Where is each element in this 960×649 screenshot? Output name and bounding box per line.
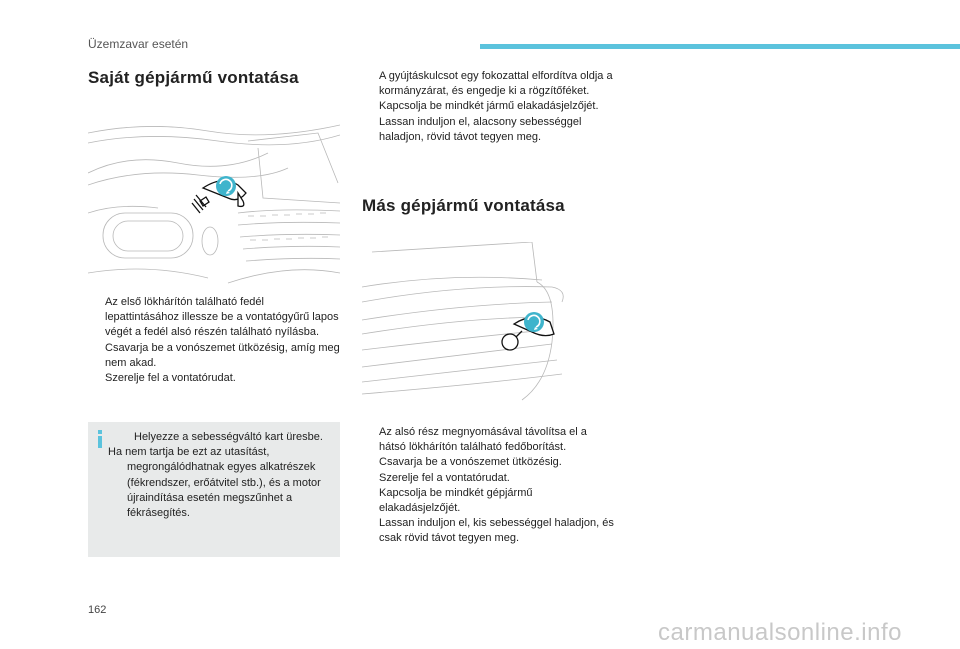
rear-bumper-illustration: [362, 242, 614, 402]
list-item: Kapcsolja be mindkét jármű elakadásjelzőjét.: [379, 100, 599, 113]
list-item: A gyújtáskulcsot egy fokozattal elfordítva oldja a kormányzárat, és engedje ki a rögzítőféket.: [379, 70, 613, 98]
section-header: Üzemzavar esetén: [88, 37, 189, 51]
section-title-other-vehicle: Más gépjármű vontatása: [362, 196, 565, 215]
list-item: Az alsó rész megnyomásával távolítsa el a hátsó lökhárítón található fedőborítást.: [379, 426, 587, 454]
info-icon: [95, 430, 107, 448]
page-title-own-vehicle: Saját gépjármű vontatása: [88, 68, 299, 87]
page-number: 162: [88, 604, 107, 616]
header-accent-bar: [480, 44, 960, 49]
list-item: Kapcsolja be mindkét gépjármű elakadásjelzőjét.: [379, 486, 533, 515]
info-note-text: Helyezze a sebességváltó kart üresbe. Ha nem tartja be ezt az utasítást, megrongálódhatnak egyes alkatrészek (fékrendszer, erőátvitel stb.), és a motor újraindítása esetén megszűnhet a fékrásegítés.: [108, 431, 323, 520]
list-item: Csavarja be a vonószemet ütközésig, amíg meg nem akad.: [105, 341, 340, 369]
watermark: carmanualsonline.info: [658, 619, 902, 646]
info-note-box: [88, 422, 340, 557]
list-item: Szerelje fel a vontatórudat.: [105, 372, 236, 385]
rear-tow-steps: [362, 425, 614, 547]
list-item: Lassan induljon el, alacsony sebességgel haladjon, rövid távot tegyen meg.: [379, 115, 582, 143]
front-tow-steps: [88, 295, 340, 386]
list-item: Csavarja be a vonószemet ütközésig.: [379, 456, 562, 469]
list-item: Szerelje fel a vontatórudat.: [379, 471, 510, 484]
tow-start-steps: [362, 69, 614, 145]
front-bumper-tow-eye-icon: [88, 113, 340, 285]
front-bumper-illustration: [88, 113, 340, 285]
list-item: Az első lökhárítón található fedél lepattintásához illessze be a vontatógyűrű lapos végét a fedél alsó részén található nyílásba.: [105, 296, 339, 339]
list-item: Lassan induljon el, kis sebességgel haladjon, és csak rövid távot tegyen meg.: [379, 517, 614, 545]
rear-bumper-tow-eye-icon: [362, 242, 614, 402]
